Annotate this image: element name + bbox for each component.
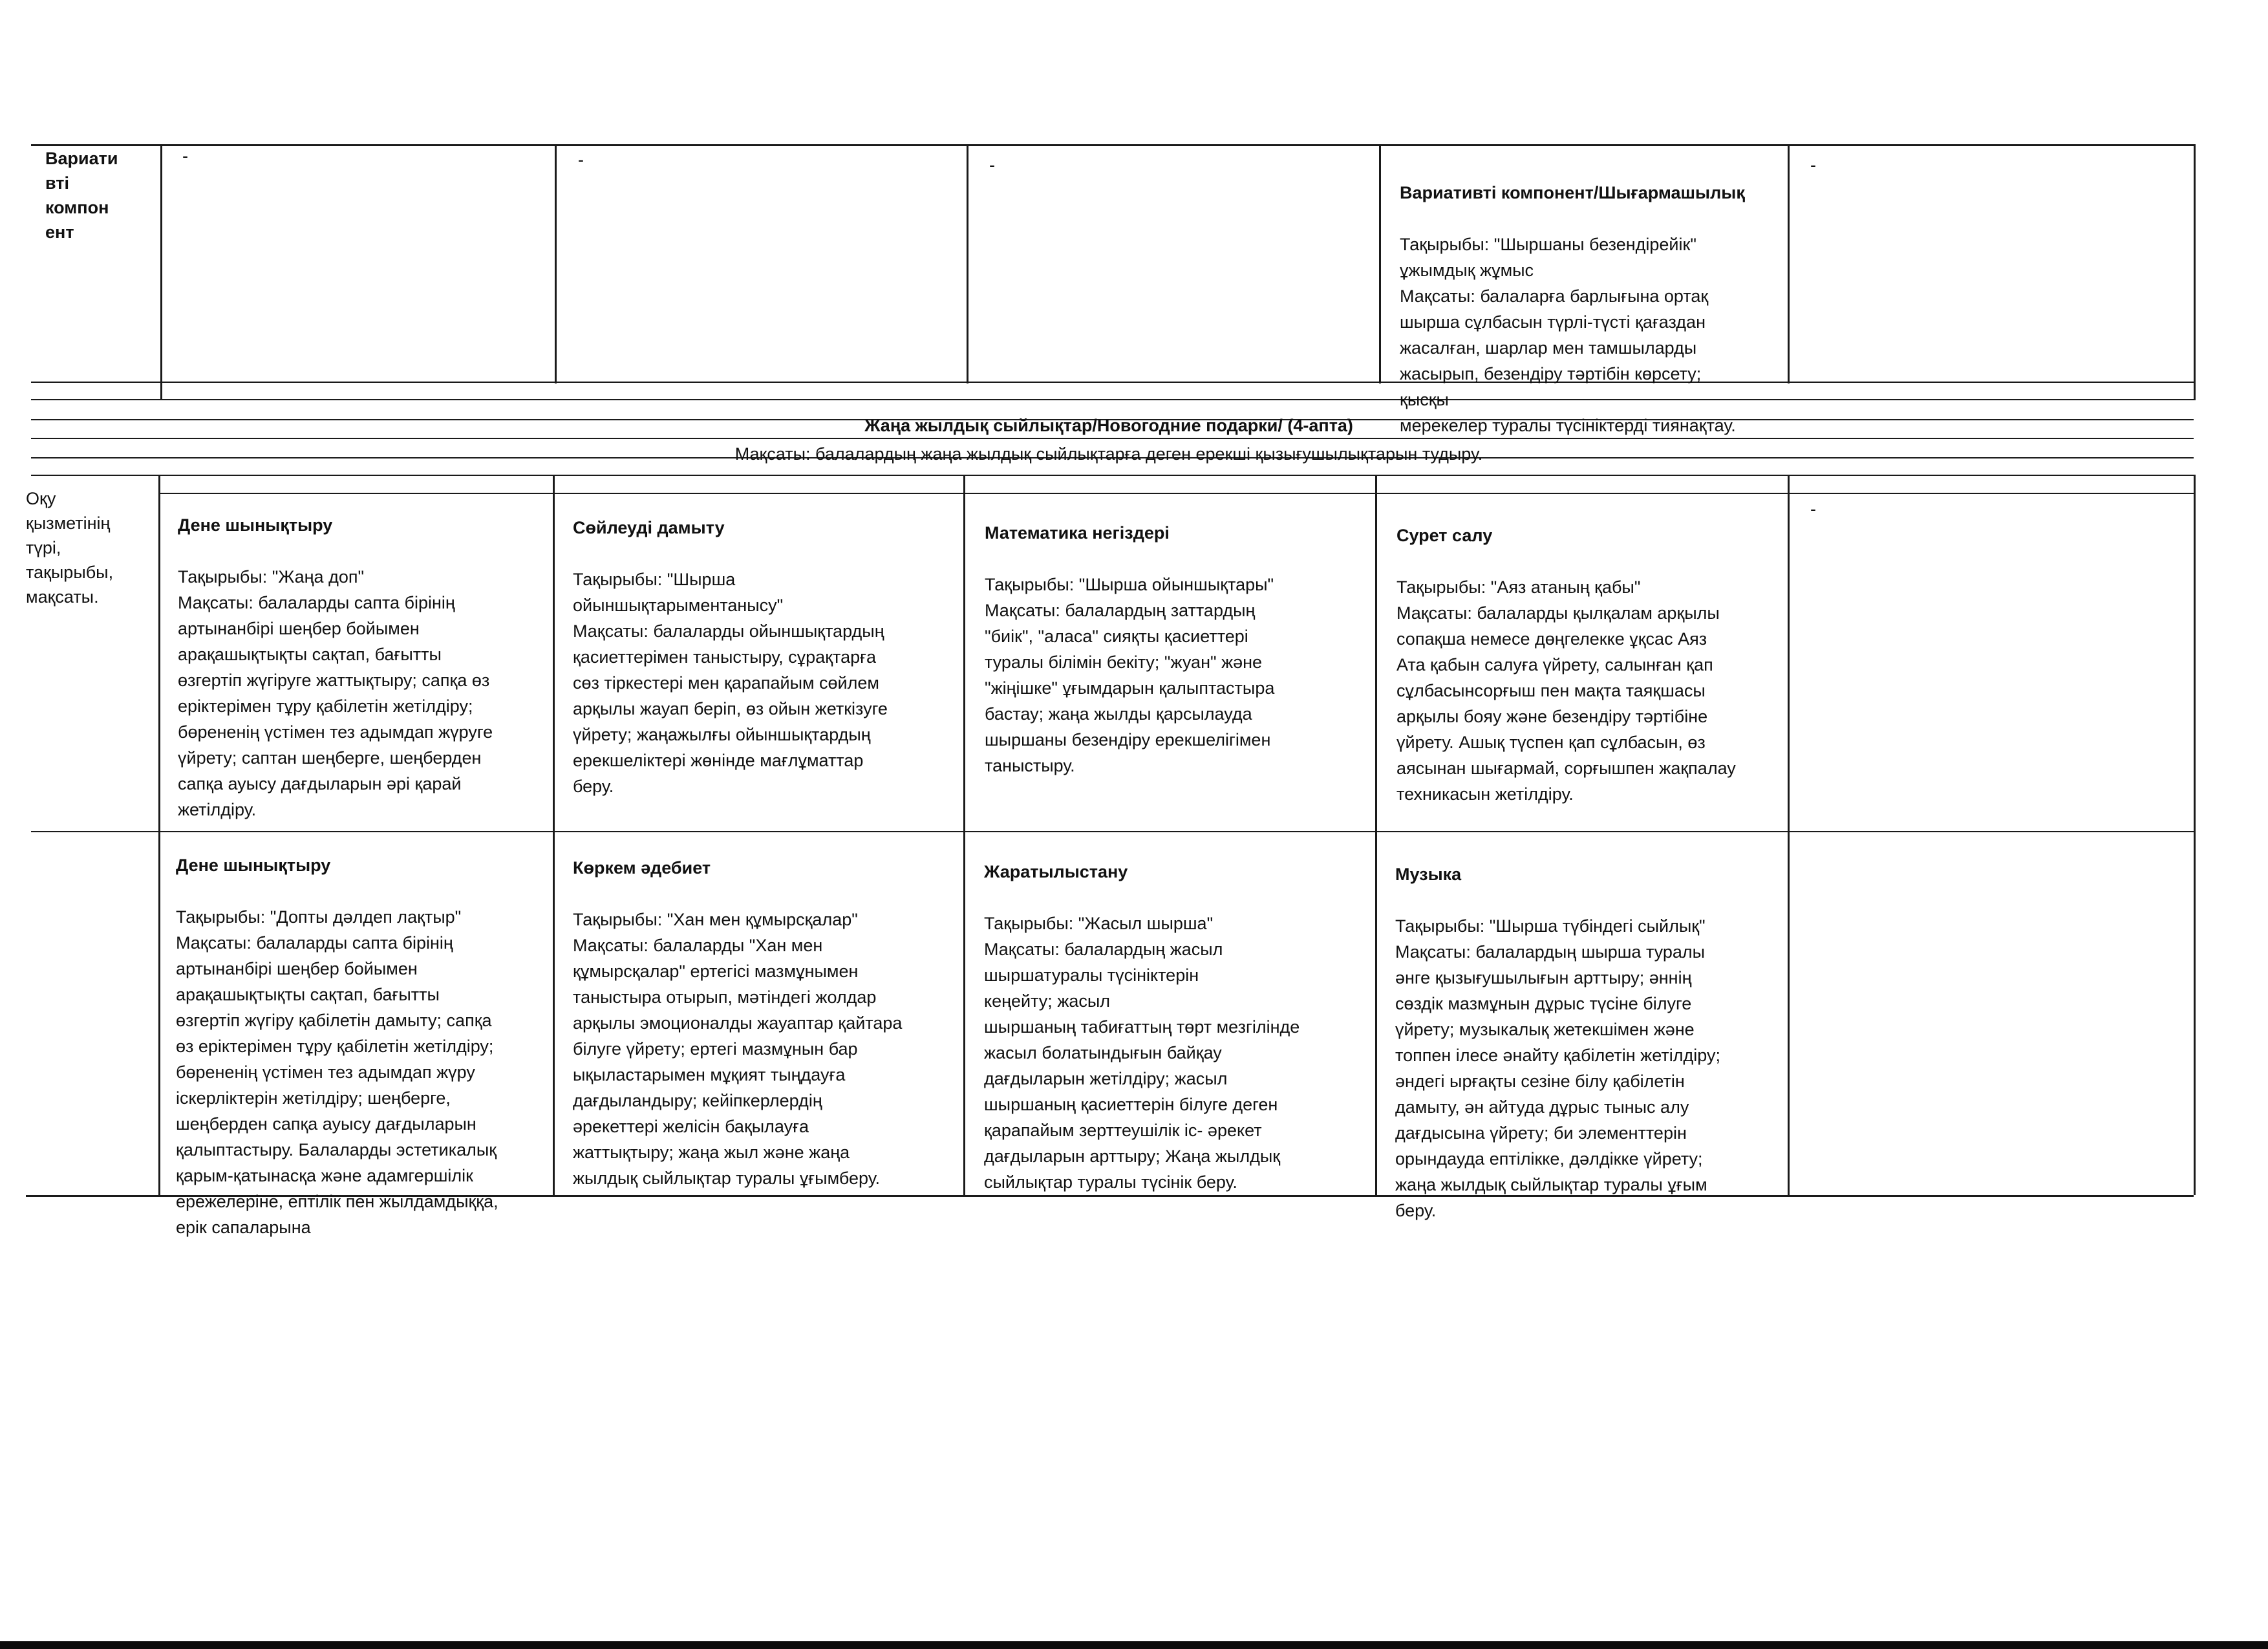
activity-body: Тақырыбы: "Аяз атаның қабы" Мақсаты: балаларды қылқалам арқылы сопақша немесе дөңгелекке ұқсас Аяз Ата қабын салуға үйрету, салынған қап сұлбасынсорғыш пен мақта таяқшасы арқылы бояу және безендіру тәртібіне үйрету. Ашық түспен қап сұлбасын, өз аясынан шығармай, сорғышпен жақпалау техникасын жетілдіру. xyxy=(1396,577,1736,804)
variative-component-label: Вариати вті компон ент xyxy=(45,149,118,242)
activity-type-label: Оқу қызметінің түрі, тақырыбы, мақсаты. xyxy=(26,489,114,607)
activity-body: Тақырыбы: "Допты дәлдеп лақтыр" Мақсаты: балаларды сапта бірінің артынанбірі шеңбер бойымен арақашықтықты сақтап, бағытты өзгертіп жүгіру қабілетін дамыту; сапқа өз еріктерімен тұру қабілетін жетілдіру; бөрененің үстімен тез адымдап жүру іскерліктерін жетілдіру; шеңберге, шеңберден сапқа ауысу дағдыларын қалыптастыру. Балаларды эстетикалық қарым-қатынасқа және адамгершілік ережелеріне, ептілік пен жылдамдыққа, ерік сапаларына xyxy=(176,907,498,1237)
activity-cell xyxy=(178,486,550,823)
creative-component-title: Вариативті компонент/Шығармашылық xyxy=(1400,183,1745,202)
column-divider xyxy=(2194,144,2196,400)
activity-title: Музыка xyxy=(1395,865,1462,884)
activity-body: Тақырыбы: "Жаңа доп" Мақсаты: балаларды сапта бірінің артынанбірі шеңбер бойымен арақашықтықты сақтап, бағытты өзгертіп жүгіруге жаттықтыру; сапқа өз еріктерімен тұру қабілетін жетілдіру; бөрененің үстімен тез адымдап жүруге үйрету; саптан шеңберге, шеңберден сапқа ауысу дағдыларын әрі қарай жетілдіру. xyxy=(178,567,493,819)
activity-cell xyxy=(1395,835,1783,1223)
activity-body: Тақырыбы: "Шырша ойыншықтарыментанысу" Мақсаты: балаларды ойыншықтардың қасиеттерімен таныстыру, сұрақтарға сөз тіркестері мен қарапайым сөйлем арқылы жауап беріп, өз ойын жеткізуге үйрету; жаңажылғы ойыншықтардың ерекшеліктері жөнінде мағлұматтар беру. xyxy=(573,570,888,796)
activity-body: Тақырыбы: "Жасыл шырша" Мақсаты: балалардың жасыл шыршатуралы түсініктерін кеңейту; жасыл шыршаның табиғаттың төрт мезгілінде жасыл болатындығын байқау дағдыларын жетілдіру; жасыл шыршаның қасиеттерін білуге деген қарапайым зерттеушілік іс- әрекет дағдыларын арттыру; Жаңа жылдық сыйлықтар туралы түсінік беру. xyxy=(984,914,1300,1192)
column-divider xyxy=(1375,475,1377,1195)
activity-title: Сөйлеуді дамыту xyxy=(573,518,725,537)
empty-cell-dash: - xyxy=(1810,499,1816,519)
activity-cell xyxy=(985,494,1373,779)
column-divider xyxy=(555,144,557,383)
column-divider xyxy=(2194,475,2196,1195)
activity-title: Математика негіздері xyxy=(985,523,1170,543)
activity-title: Көркем әдебиет xyxy=(573,858,711,878)
column-divider xyxy=(158,475,160,1195)
creative-component-body: Тақырыбы: "Шыршаны безендірейік" ұжымдық жұмыс Мақсаты: балаларға барлығына ортақ шырша сұлбасын түрлі-түсті қағаздан жасалған, шарлар мен тамшыларды жасырып, безендіру тәртібін көрсету; қысқы мерекелер туралы түсініктерді тиянақтау. xyxy=(1400,235,1736,435)
row-divider xyxy=(31,382,2194,383)
column-divider xyxy=(160,144,162,400)
activity-title: Жаратылыстану xyxy=(984,862,1128,881)
empty-cell-dash: - xyxy=(989,155,995,175)
column-divider xyxy=(967,144,968,383)
activity-body: Тақырыбы: "Шырша ойыншықтары" Мақсаты: балалардың заттардың "биік", "аласа" сияқты қасиеттері туралы білімін бекіту; "жуан" және "жіңішке" ұғымдарын қалыптастыра бастау; жаңа жылды қарсылауда шыршаны безендіру ерекшелігімен таныстыру. xyxy=(985,575,1275,775)
week-theme-goal: Мақсаты: балалардың жаңа жылдық сыйлықтарға деген ерекші қызығушылықтарын тудыру. xyxy=(734,444,1483,464)
row-divider xyxy=(31,475,2194,476)
week-theme-title: Жаңа жылдық сыйлықтар/Новогодние подарки/ (4-апта) xyxy=(864,416,1353,435)
activity-cell xyxy=(573,829,961,1191)
activity-title: Сурет салу xyxy=(1396,526,1493,545)
activity-title: Дене шынықтыру xyxy=(178,515,333,535)
empty-cell-dash: - xyxy=(1810,155,1816,175)
activity-cell xyxy=(176,826,551,1240)
empty-cell-dash: - xyxy=(578,150,584,169)
empty-cell-dash: - xyxy=(182,146,188,166)
activity-cell xyxy=(573,489,961,799)
creative-component-cell xyxy=(1400,154,1788,438)
activity-body: Тақырыбы: "Шырша түбіндегі сыйлық" Мақсаты: балалардың шырша туралы әнге қызығушылығын арттыру; әннің сөздік мазмұнын дұрыс түсіне білуге үйрету; музыкалық жетекшімен және топпен ілесе әнайту қабілетін жетілдіру; әндегі ырғақты сезіне білу қабілетін дамыту, ән айтуда дұрыс тыныс алу дағдысына үйрету; би элементтерін орындауда ептілікке, дәлдікке үйрету; жаңа жылдық сыйлықтар туралы ұғым беру. xyxy=(1395,916,1720,1220)
activity-cell xyxy=(1396,497,1784,807)
activity-body: Тақырыбы: "Хан мен құмырсқалар" Мақсаты: балаларды "Хан мен құмырсқалар" ертегісі мазмұнымен таныстыра отырып, мәтіндегі жолдар арқылы эмоционалды жауаптар қайтара білуге үйрету; ертегі мазмұнын бар ықыластарымен мұқият тыңдауға дағдыландыру; кейіпкерлердің әрекеттері желісін бақылауға жаттықтыру; жаңа жыл және жаңа жылдық сыйлықтар туралы ұғымберу. xyxy=(573,910,903,1188)
activity-cell xyxy=(984,833,1372,1195)
activity-title: Дене шынықтыру xyxy=(176,856,331,875)
column-divider xyxy=(1788,475,1790,1195)
column-divider xyxy=(553,475,555,1195)
column-divider xyxy=(1379,144,1381,383)
column-divider xyxy=(963,475,965,1195)
column-divider xyxy=(1788,144,1790,383)
scan-bottom-edge xyxy=(0,1641,2268,1649)
table-top-border xyxy=(31,144,2194,146)
row-divider xyxy=(31,399,2194,400)
